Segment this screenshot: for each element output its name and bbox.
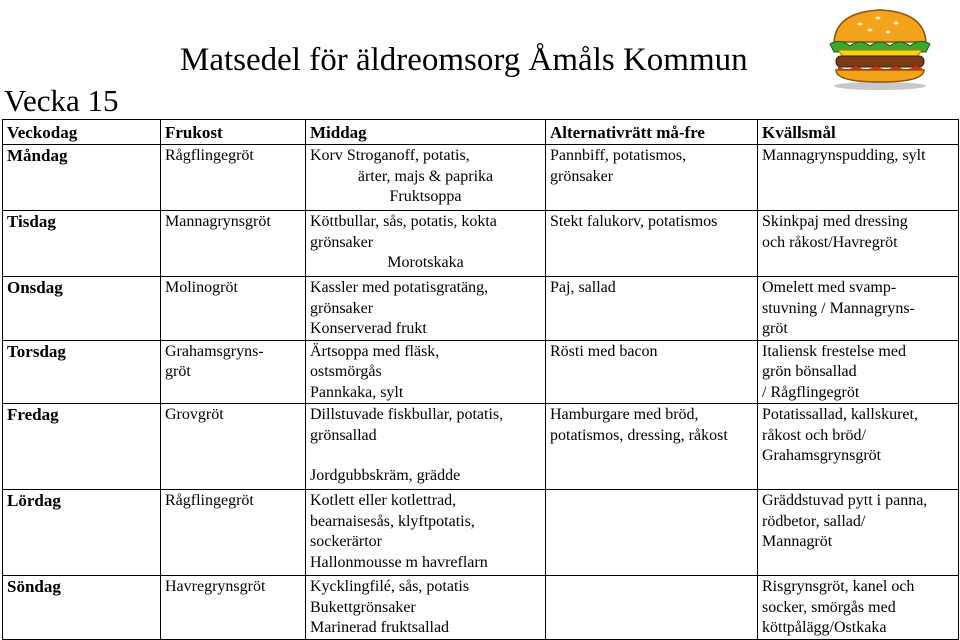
day-cell: Torsdag: [3, 340, 161, 404]
menu-row: [3, 211, 959, 277]
evening-line: köttpålägg/Ostkaka: [762, 619, 887, 636]
header-breakfast: Frukost: [161, 120, 306, 145]
lunch-line: Konserverad frukt: [310, 320, 427, 337]
day-cell: Lördag: [3, 490, 161, 576]
alt-cell: [546, 340, 758, 404]
lunch-cell: [306, 576, 546, 640]
day-cell: Fredag: [3, 404, 161, 490]
hamburger-icon: [826, 6, 934, 90]
breakfast-line: Molinogröt: [165, 279, 238, 296]
evening-line: och råkost/Havregröt: [762, 233, 898, 251]
menu-row: [3, 277, 959, 341]
lunch-cell: [306, 490, 546, 576]
lunch-line: ärter, majs & paprika: [357, 167, 494, 185]
day-cell: Onsdag: [3, 277, 161, 341]
breakfast-line: gröt: [165, 363, 191, 380]
header-row: [3, 120, 959, 145]
breakfast-cell: [161, 145, 306, 211]
alt-line: Stekt falukorv, potatismos: [550, 213, 718, 230]
breakfast-line: Grovgröt: [165, 406, 224, 423]
evening-cell: [758, 404, 959, 490]
lunch-cell: [306, 277, 546, 341]
evening-line: Italiensk frestelse med: [762, 342, 906, 360]
header-evening: Kvällsmål: [758, 120, 959, 145]
evening-line: grön bönsallad: [762, 363, 857, 380]
alt-cell: [546, 145, 758, 211]
breakfast-line: Mannagrynsgröt: [165, 213, 271, 230]
breakfast-cell: [161, 576, 306, 640]
lunch-line: grönsaker: [310, 299, 374, 317]
lunch-cell: [306, 211, 546, 277]
evening-line: råkost och bröd/: [762, 426, 866, 444]
evening-line: gröt: [762, 320, 788, 337]
lunch-line: Ärtsoppa med fläsk,: [310, 342, 440, 360]
alt-line: Hamburgare med bröd,: [550, 406, 699, 423]
evening-cell: [758, 490, 959, 576]
lunch-line: Bukettgrönsaker: [310, 598, 416, 616]
lunch-cell: [306, 404, 546, 490]
alt-cell: [546, 490, 758, 576]
lunch-line: ostsmörgås: [310, 363, 382, 380]
evening-line: Mannagröt: [762, 533, 833, 550]
evening-line: Gräddstuvad pytt i panna,: [762, 492, 928, 509]
breakfast-cell: [161, 211, 306, 277]
evening-line: Omelett med svamp-: [762, 279, 897, 296]
evening-cell: [758, 277, 959, 341]
breakfast-line: Havregrynsgröt: [165, 578, 266, 595]
lunch-line: Pannkaka, sylt: [310, 383, 404, 401]
lunch-line: bearnaisesås, klyftpotatis,: [310, 512, 475, 530]
evening-cell: [758, 145, 959, 211]
evening-line: socker, smörgås med: [762, 598, 896, 616]
alt-cell: [546, 404, 758, 490]
menu-row: [3, 576, 959, 640]
breakfast-line: Grahamsgryns-: [165, 342, 264, 360]
lunch-cell: [306, 340, 546, 404]
alt-line: Rösti med bacon: [550, 342, 658, 360]
evening-cell: [758, 576, 959, 640]
evening-cell: [758, 340, 959, 404]
alt-line: potatismos, dressing, råkost: [550, 426, 728, 444]
lunch-line: Jordgubbskräm, grädde: [310, 467, 461, 484]
evening-line: / Rågflingegröt: [762, 383, 860, 401]
menu-row: [3, 404, 959, 490]
spacer: [310, 446, 541, 466]
lunch-cell: [306, 145, 546, 211]
menu-row: [3, 145, 959, 211]
breakfast-cell: [161, 404, 306, 490]
header-alt: Alternativrätt må-fre: [546, 120, 758, 145]
header-lunch: Middag: [306, 120, 546, 145]
lunch-line: Dillstuvade fiskbullar, potatis,: [310, 406, 504, 423]
lunch-line: Kassler med potatisgratäng,: [310, 279, 489, 296]
breakfast-cell: [161, 490, 306, 576]
alt-cell: [546, 211, 758, 277]
lunch-line: Hallonmousse m havreflarn: [310, 553, 488, 571]
alt-line: grönsaker: [550, 167, 614, 185]
lunch-line: Köttbullar, sås, potatis, kokta: [310, 213, 497, 230]
week-label: Vecka 15: [4, 83, 119, 118]
menu-body: [3, 145, 959, 640]
lunch-line: Marinerad fruktsallad: [310, 619, 450, 636]
evening-line: Mannagrynspudding, sylt: [762, 147, 926, 164]
evening-cell: [758, 211, 959, 277]
lunch-line: Kycklingfilé, sås, potatis: [310, 578, 470, 595]
page-title: Matsedel för äldreomsorg Åmåls Kommun: [180, 42, 748, 78]
lunch-line: grönsaker: [310, 233, 374, 251]
lunch-line: sockerärtor: [310, 533, 382, 550]
menu-row: [3, 490, 959, 576]
lunch-line: Fruktsoppa: [389, 188, 462, 205]
breakfast-line: Rågflingegröt: [165, 492, 254, 509]
lunch-line: Kotlett eller kotlettrad,: [310, 492, 457, 509]
lunch-line: Morotskaka: [387, 254, 464, 271]
menu-row: [3, 340, 959, 404]
menu-table: [2, 119, 959, 640]
alt-line: Paj, sallad: [550, 279, 616, 296]
evening-line: stuvning / Mannagryns-: [762, 299, 915, 317]
breakfast-cell: [161, 277, 306, 341]
header-day: Veckodag: [3, 120, 161, 145]
day-cell: Söndag: [3, 576, 161, 640]
breakfast-line: Rågflingegröt: [165, 147, 254, 164]
evening-line: Grahamsgrynsgröt: [762, 447, 882, 464]
alt-line: Pannbiff, potatismos,: [550, 147, 687, 164]
day-cell: Tisdag: [3, 211, 161, 277]
lunch-line: grönsallad: [310, 426, 377, 444]
alt-cell: [546, 576, 758, 640]
evening-line: Potatissallad, kallskuret,: [762, 406, 918, 423]
evening-line: rödbetor, sallad/: [762, 512, 866, 530]
alt-cell: [546, 277, 758, 341]
evening-line: Risgrynsgröt, kanel och: [762, 578, 915, 595]
breakfast-cell: [161, 340, 306, 404]
day-cell: Måndag: [3, 145, 161, 211]
lunch-line: Korv Stroganoff, potatis,: [310, 147, 470, 164]
evening-line: Skinkpaj med dressing: [762, 213, 908, 230]
